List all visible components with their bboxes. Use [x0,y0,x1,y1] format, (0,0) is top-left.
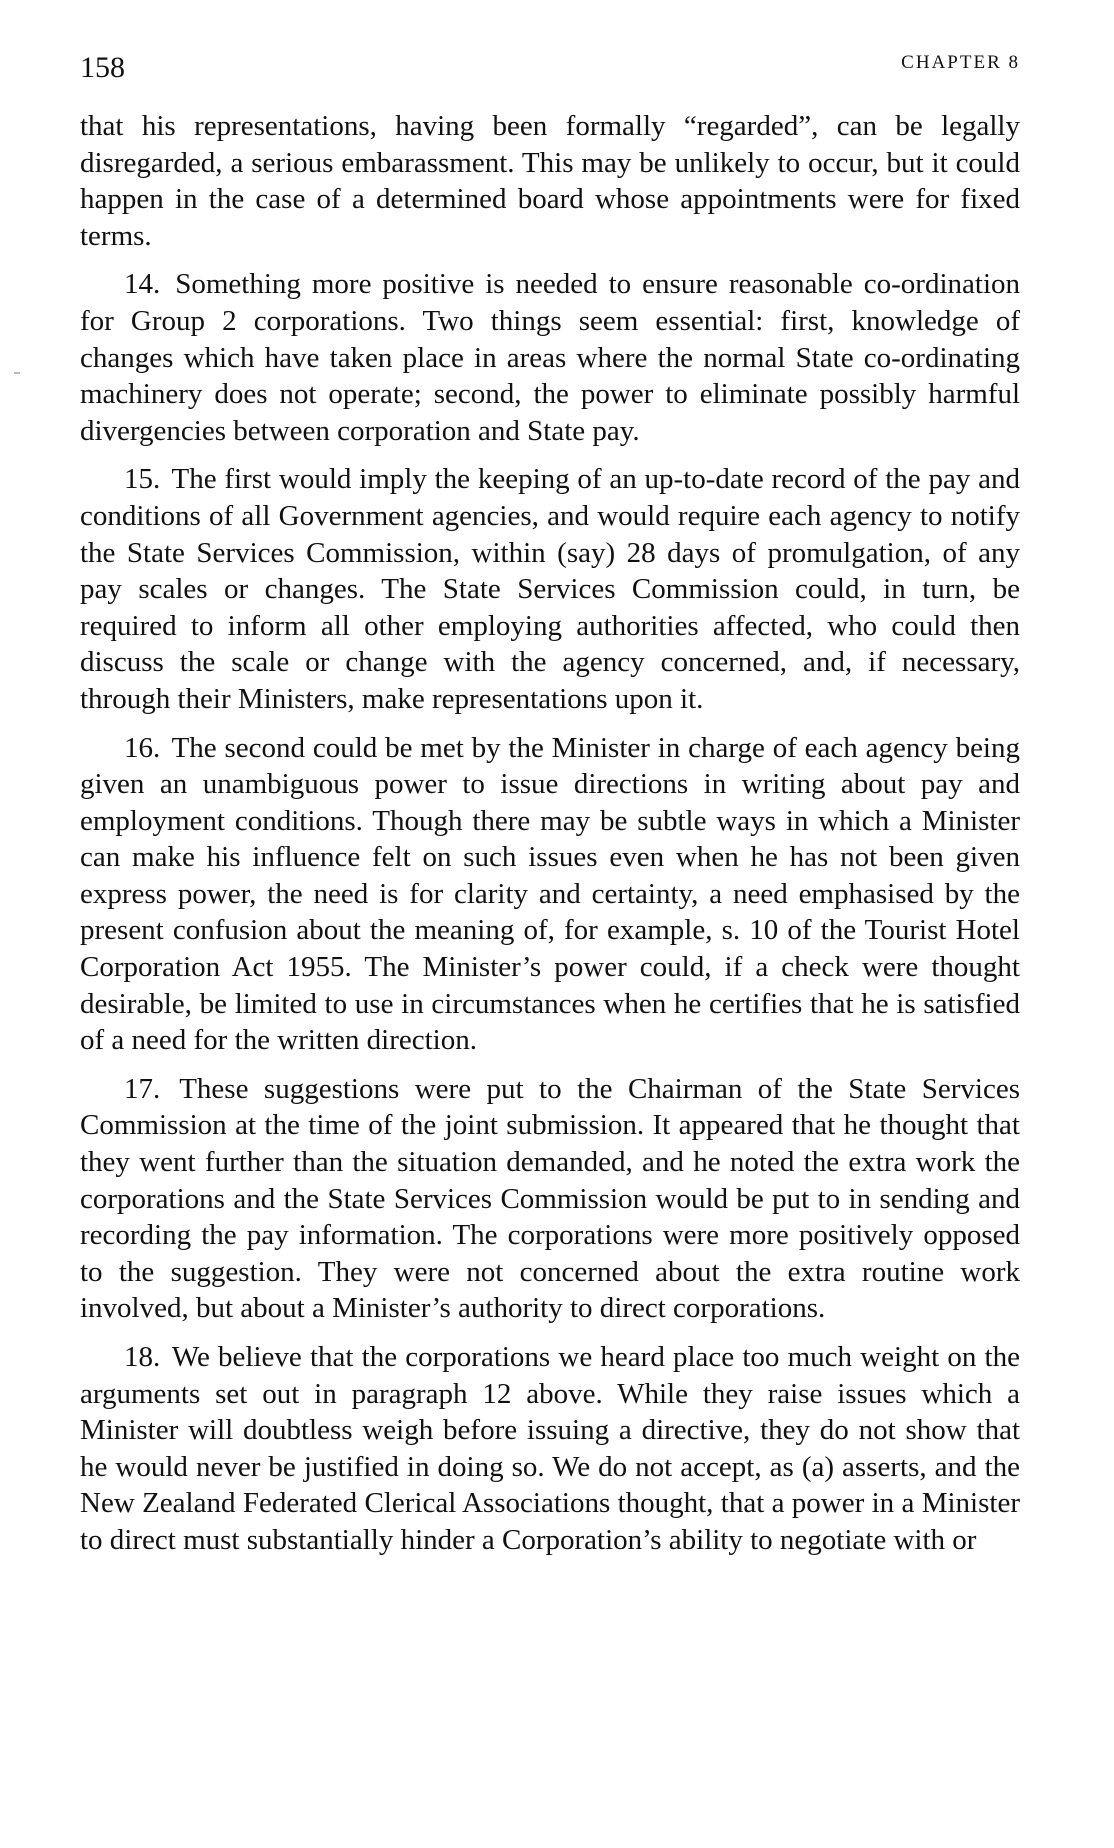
paragraph-number: 18. [124,1341,161,1373]
paragraph-14 [80,266,1020,449]
paragraph-text: These suggestions were put to the Chairman of the State Services Commission at the time of the joint submission. It appeared that he thought that they went further than the situation demanded, and he noted the extra work the corporations and the State Services Commission would be put to in sending and recording the pay information. The corporations were more positively opposed to the suggestion. They were not concerned about the extra routine work involved, but about a Minister’s authority to direct corporations. [80,1072,1020,1325]
paragraph-text: We believe that the corporations we heard place too much weight on the arguments set out in paragraph 12 above. While they raise issues which a Minister will doubtless weigh before issuing a directive, they do not show that he would never be justified in doing so. We do not accept, as (a) asserts, and the New Zealand Federated Clerical Associations thought, that a power in a Minister to direct must substantially hinder a Corporation’s ability to negotiate with or [80,1341,1020,1556]
paragraph-number: 14. [124,268,161,301]
paragraph-18 [80,1339,1020,1559]
paragraph-16 [80,730,1020,1059]
page-number: 158 [80,51,125,84]
paragraph-15 [80,461,1020,717]
paragraph-number: 17. [124,1072,161,1105]
paragraph-number: 15. [124,463,161,496]
paragraph-text: The second could be met by the Minister in charge of each agency being given an unambiguous power to issue directions in writing about pay and employment conditions. Though there may be subtle ways in which a Minister can make his influence felt on such issues even when he has not been given express power, the need is for clarity and certainty, a need emphasised by the present confusion about the meaning of, for example, s. 10 of the Tourist Hotel Corporation Act 1955. The Minister’s power could, if a check were thought desirable, be limited to use in circumstances when he certifies that he is satisfied of a need for the written direction. [80,731,1020,1057]
paragraph-continued [80,108,1020,254]
paragraph-text: Something more positive is needed to ensure reasonable co-ordination for Group 2 corporations. Two things seem essential: first, knowledge of changes which have taken place in areas where the normal State co-ordinating machinery does not operate; second, the power to eliminate possibly harmful divergencies between corporation and State pay. [80,268,1021,447]
paragraph-text: The first would imply the keeping of an up-to-date record of the pay and conditions of all Government agencies, and would require each agency to notify the State Services Commission, within (say) 28 days of promulgation, of any pay scales or changes. The State Services Commission could, in turn, be required to inform all other employing authorities affected, who could then discuss the scale or change with the agency concerned, and, if necessary, through their Ministers, make representations upon it. [80,463,1020,715]
paragraph-number: 16. [124,731,161,764]
margin-mark [14,372,20,374]
body-text [80,108,1020,1559]
chapter-label: CHAPTER 8 [901,52,1020,73]
running-head [80,48,1020,88]
paragraph-17 [80,1071,1020,1327]
paragraph-text: that his representations, having been formally “regarded”, can be legally disregarded, a serious embarassment. This may be unlikely to occur, but it could happen in the case of a determined board whose appointments were for fixed terms. [80,110,1020,252]
